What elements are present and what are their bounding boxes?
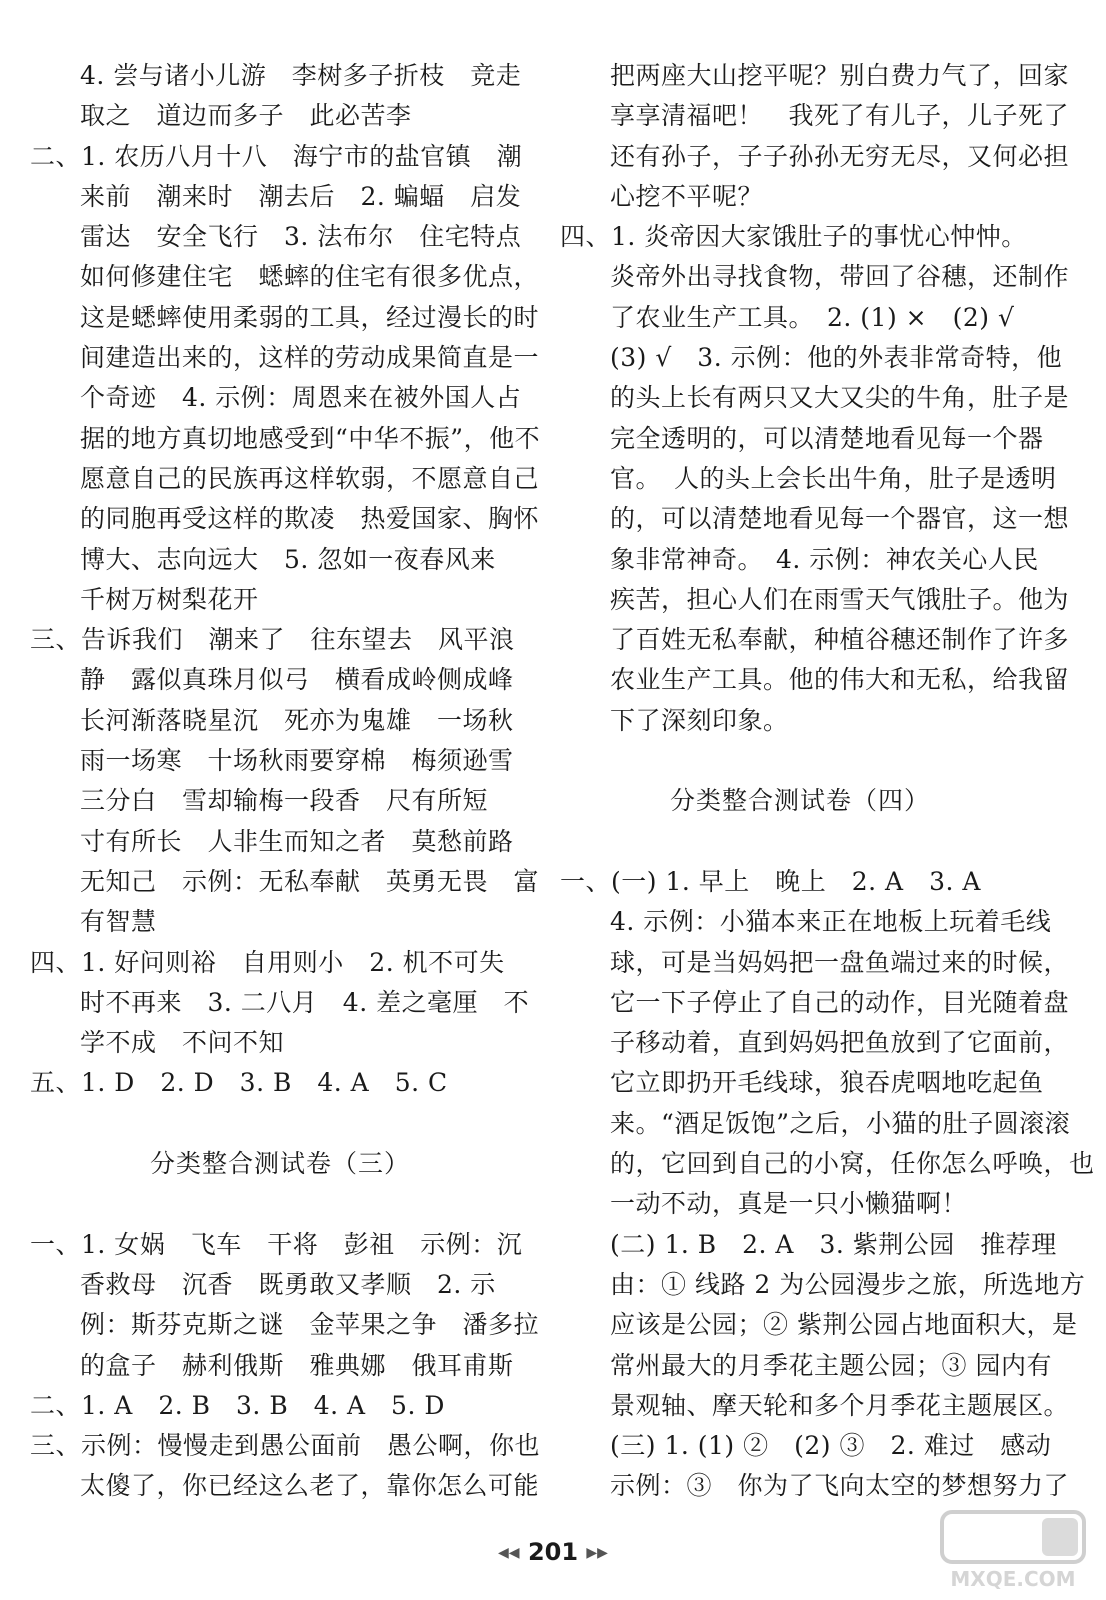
- watermark-logo-icon: [938, 1508, 1088, 1594]
- answer-line: 完全透明的，可以清楚地看见每一个器: [610, 423, 1044, 453]
- answer-line: 还有孙子，子子孙孙无穷无尽，又何必担: [610, 141, 1070, 171]
- answer-line: 个奇迹 4. 示例：周恩来在被外国人占: [80, 383, 522, 413]
- answer-line: 静 露似真珠月似弓 横看成岭侧成峰: [80, 665, 514, 695]
- next-arrows-icon: ▶▶: [586, 1545, 608, 1561]
- answer-line: 有智慧: [80, 907, 157, 937]
- answer-line: 三、示例：慢慢走到愚公面前 愚公啊，你也: [30, 1431, 541, 1461]
- answer-line: 如何修建住宅 蟋蟀的住宅有很多优点，: [80, 262, 540, 292]
- answer-line: 四、1. 炎帝因大家饿肚子的事忧心忡忡。: [560, 222, 1027, 252]
- answer-line: 五、1. D 2. D 3. B 4. A 5. C: [30, 1068, 448, 1098]
- answer-line: 太傻了，你已经这么老了，靠你怎么可能: [80, 1471, 540, 1501]
- answer-line: 一动不动，真是一只小懒猫啊！: [610, 1189, 968, 1219]
- prev-arrows-icon: ◀◀: [498, 1545, 520, 1561]
- answer-line: 子移动着，直到妈妈把鱼放到了它面前，: [610, 1028, 1070, 1058]
- answer-line: 的同胞再受这样的欺凌 热爱国家、胸怀: [80, 504, 540, 534]
- answer-line: 寸有所长 人非生而知之者 莫愁前路: [80, 826, 514, 856]
- answer-line: 4. 示例：小猫本来正在地板上玩着毛线: [610, 907, 1052, 937]
- spacer: [30, 1104, 530, 1144]
- page-number: 201: [527, 1538, 579, 1566]
- answer-line: 取之 道边而多子 此必苦李: [80, 101, 412, 131]
- answer-line: 例：斯芬克斯之谜 金苹果之争 潘多拉: [80, 1310, 540, 1340]
- answer-line: 时不再来 3. 二八月 4. 差之毫厘 不: [80, 987, 530, 1017]
- answer-line: 博大、志向远大 5. 忽如一夜春风来: [80, 544, 496, 574]
- answer-line: 球，可是当妈妈把一盘鱼端过来的时候，: [610, 947, 1070, 977]
- answer-line: 一、(一) 1. 早上 晚上 2. A 3. A: [560, 866, 981, 896]
- answer-line: 三分白 雪却输梅一段香 尺有所短: [80, 786, 489, 816]
- answer-line: 常州最大的月季花主题公园；③ 园内有: [610, 1350, 1052, 1380]
- answer-line: 它立即扔开毛线球，狼吞虎咽地吃起鱼: [610, 1068, 1044, 1098]
- answer-line: 的头上长有两只又大又尖的牛角，肚子是: [610, 383, 1070, 413]
- answer-line: 雷达 安全飞行 3. 法布尔 住宅特点: [80, 222, 522, 252]
- answer-line: (3) √ 3. 示例：他的外表非常奇特，他: [610, 343, 1063, 373]
- answer-line: 的，它回到自己的小窝，任你怎么呼唤，也: [610, 1149, 1095, 1179]
- answer-line: 应该是公园；② 紫荆公园占地面积大，是: [610, 1310, 1078, 1340]
- left-column: [30, 56, 541, 1507]
- answer-line: 示例：③ 你为了飞向太空的梦想努力了: [610, 1471, 1070, 1501]
- section-heading: 分类整合测试卷（三）: [149, 1149, 410, 1179]
- answer-line: 疾苦，担心人们在雨雪天气饿肚子。他为: [610, 584, 1070, 614]
- answer-line: 的，可以清楚地看见每一个器官，这一想: [610, 504, 1070, 534]
- spacer: [560, 822, 1040, 862]
- watermark-text: MXQE.COM: [950, 1567, 1076, 1591]
- spacer: [30, 1184, 530, 1224]
- answer-line: 农业生产工具。他的伟大和无私，给我留: [610, 665, 1070, 695]
- answer-line: 下了深刻印象。: [610, 705, 789, 735]
- answer-line: 据的地方真切地感受到“中华不振”，他不: [80, 423, 541, 453]
- answer-line: 学不成 不问不知: [80, 1028, 285, 1058]
- spacer: [560, 741, 1040, 781]
- answer-line: 长河渐落晓星沉 死亦为鬼雄 一场秋: [80, 705, 514, 735]
- answer-line: 了百姓无私奉献，种植谷穗还制作了许多: [610, 625, 1070, 655]
- answer-line: 二、1. A 2. B 3. B 4. A 5. D: [30, 1390, 445, 1420]
- answer-line: 了农业生产工具。 2. (1) × (2) √: [610, 302, 1015, 332]
- answer-line: 官。 人的头上会长出牛角，肚子是透明: [610, 463, 1057, 493]
- answer-line: 四、1. 好问则裕 自用则小 2. 机不可失: [30, 947, 505, 977]
- right-column: [560, 56, 1095, 1507]
- answer-line: 象非常神奇。 4. 示例：神农关心人民: [610, 544, 1039, 574]
- answer-line: 来前 潮来时 潮去后 2. 蝙蝠 启发: [80, 181, 522, 211]
- answer-line: 来。“酒足饭饱”之后，小猫的肚子圆滚滚: [610, 1108, 1071, 1138]
- answer-line: 享享清福吧！ 我死了有儿子，儿子死了: [610, 101, 1070, 131]
- answer-line: 它一下子停止了自己的动作，目光随着盘: [610, 987, 1070, 1017]
- answer-line: 二、1. 农历八月十八 海宁市的盐官镇 潮: [30, 141, 523, 171]
- answer-line: 香救母 沉香 既勇敢又孝顺 2. 示: [80, 1269, 496, 1299]
- answer-line: (三) 1. (1) ② (2) ③ 2. 难过 感动: [610, 1431, 1052, 1461]
- answer-line: 一、1. 女娲 飞车 干将 彭祖 示例：沉: [30, 1229, 523, 1259]
- answer-line: 把两座大山挖平呢？别白费力气了，回家: [610, 61, 1070, 90]
- answer-line: 愿意自己的民族再这样软弱，不愿意自己: [80, 463, 540, 493]
- answer-line: (二) 1. B 2. A 3. 紫荆公园 推荐理: [610, 1229, 1057, 1259]
- answer-line: 心挖不平呢？: [610, 181, 764, 211]
- answer-line: 三、告诉我们 潮来了 往东望去 风平浪: [30, 625, 515, 655]
- answer-line: 4. 尝与诸小儿游 李树多子折枝 竞走: [80, 61, 522, 90]
- answer-line: 雨一场寒 十场秋雨要穿棉 梅须逊雪: [80, 746, 514, 776]
- answer-line: 的盒子 赫利俄斯 雅典娜 俄耳甫斯: [80, 1350, 514, 1380]
- answer-line: 千树万树梨花开: [80, 584, 259, 614]
- answer-line: 景观轴、摩天轮和多个月季花主题展区。: [610, 1390, 1070, 1420]
- answer-line: 间建造出来的，这样的劳动成果简直是一: [80, 343, 540, 373]
- answer-line: 无知己 示例：无私奉献 英勇无畏 富: [80, 866, 540, 896]
- answer-line: 这是蟋蟀使用柔弱的工具，经过漫长的时: [80, 302, 540, 332]
- answer-line: 由：① 线路 2 为公园漫步之旅，所选地方: [610, 1269, 1086, 1299]
- section-heading: 分类整合测试卷（四）: [669, 786, 930, 816]
- answer-line: 炎帝外出寻找食物，带回了谷穗，还制作: [610, 262, 1070, 292]
